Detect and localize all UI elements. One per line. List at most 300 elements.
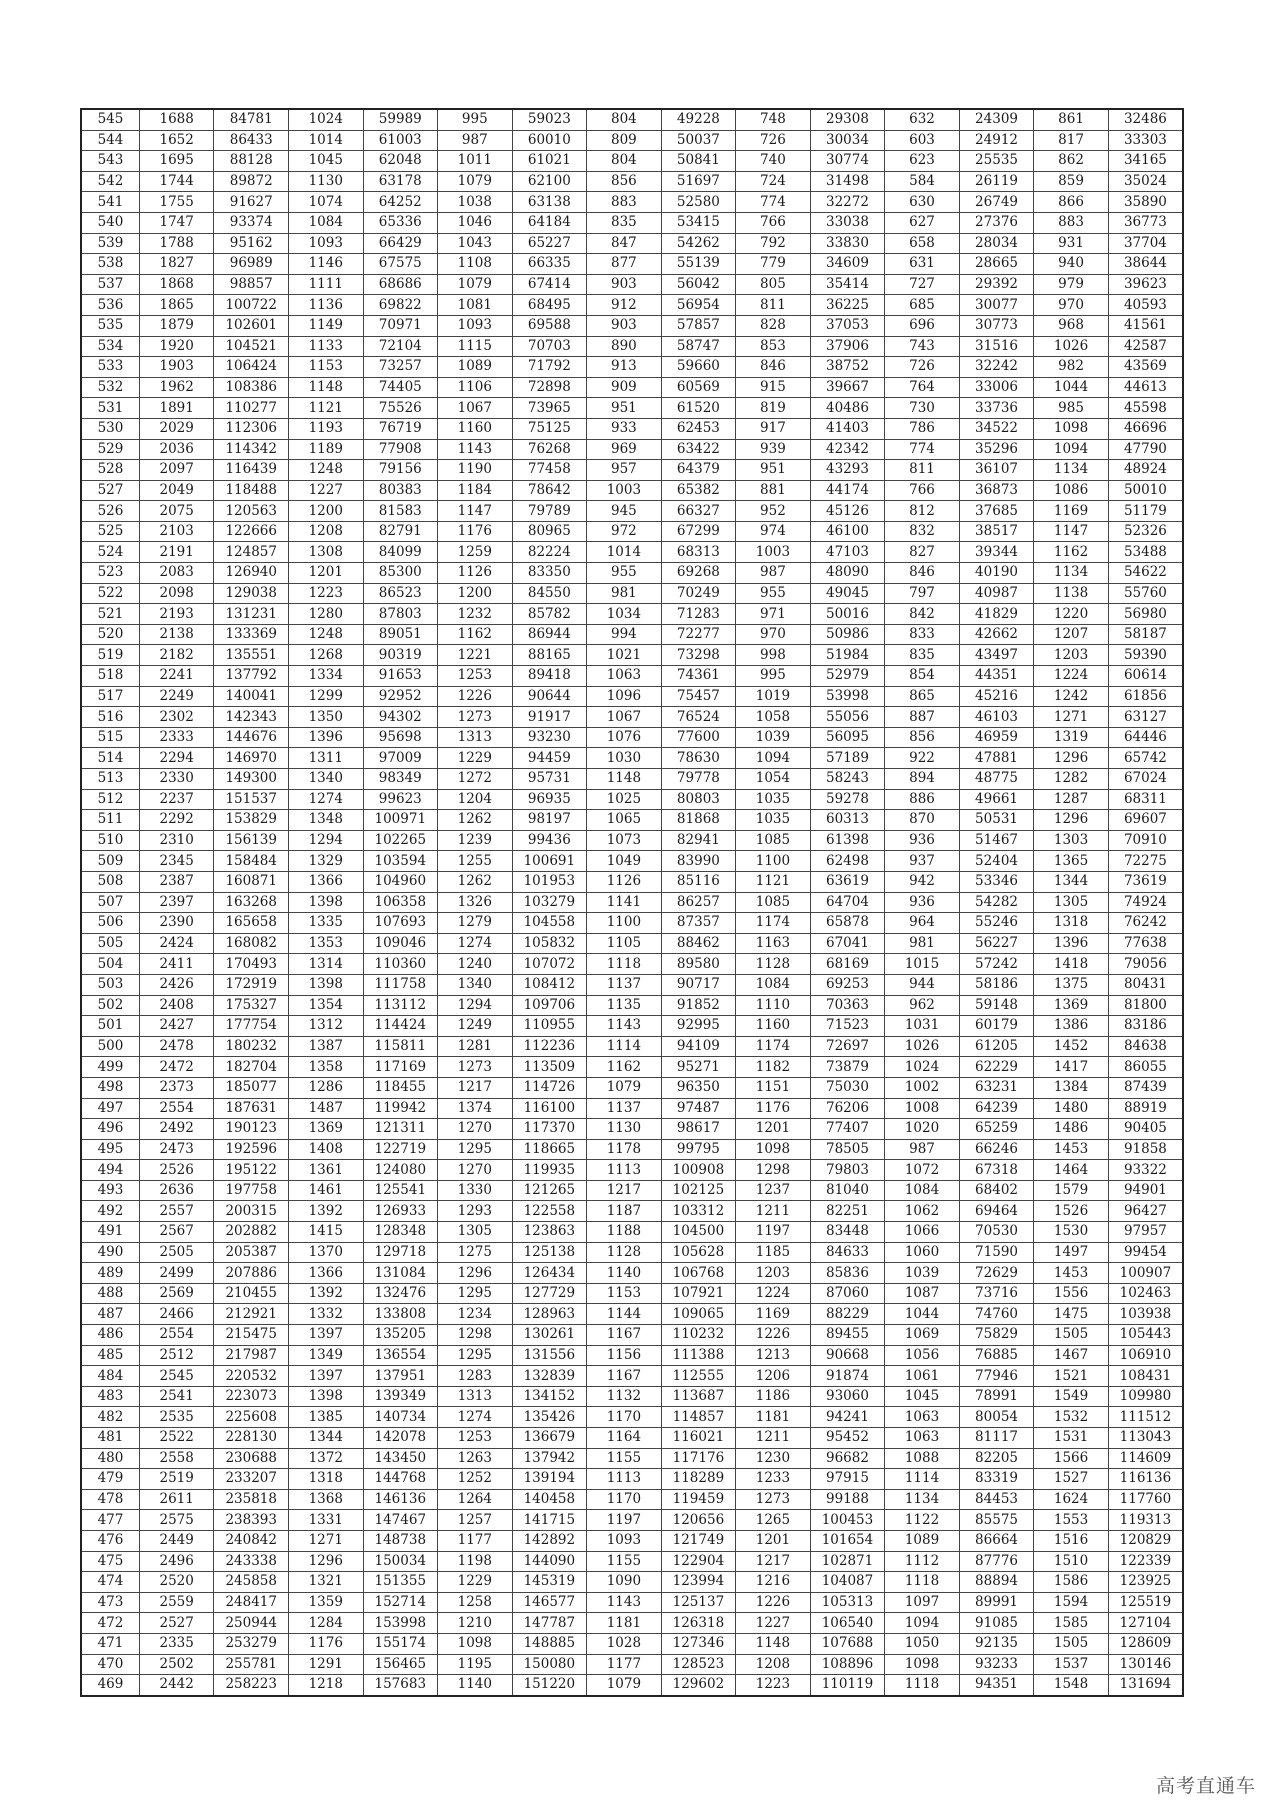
score-cell: 498 bbox=[81, 1077, 139, 1098]
table-cell: 1274 bbox=[288, 789, 363, 810]
table-row bbox=[81, 1407, 1183, 1428]
score-cell: 485 bbox=[81, 1345, 139, 1366]
table-cell: 1097 bbox=[885, 1592, 960, 1613]
table-cell: 73298 bbox=[661, 645, 736, 666]
table-cell: 126434 bbox=[512, 1263, 587, 1284]
table-cell: 33006 bbox=[959, 377, 1034, 398]
table-cell: 58186 bbox=[959, 974, 1034, 995]
table-cell: 46959 bbox=[959, 727, 1034, 748]
score-cell: 519 bbox=[81, 645, 139, 666]
table-cell: 1272 bbox=[438, 769, 513, 790]
table-cell: 77458 bbox=[512, 460, 587, 481]
table-cell: 75030 bbox=[810, 1077, 885, 1098]
table-cell: 137942 bbox=[512, 1448, 587, 1469]
table-row bbox=[81, 521, 1183, 542]
table-cell: 835 bbox=[885, 645, 960, 666]
table-cell: 200315 bbox=[214, 1201, 289, 1222]
table-cell: 111512 bbox=[1108, 1407, 1183, 1428]
table-cell: 37685 bbox=[959, 501, 1034, 522]
table-cell: 90668 bbox=[810, 1345, 885, 1366]
table-cell: 1487 bbox=[288, 1098, 363, 1119]
table-cell: 1148 bbox=[736, 1633, 811, 1654]
table-cell: 2098 bbox=[139, 583, 214, 604]
score-cell: 509 bbox=[81, 851, 139, 872]
table-cell: 1386 bbox=[1034, 1016, 1109, 1037]
table-cell: 35024 bbox=[1108, 171, 1183, 192]
table-cell: 861 bbox=[1034, 109, 1109, 130]
table-cell: 137792 bbox=[214, 666, 289, 687]
table-cell: 85116 bbox=[661, 871, 736, 892]
table-cell: 98857 bbox=[214, 274, 289, 295]
table-cell: 1206 bbox=[736, 1366, 811, 1387]
table-cell: 1239 bbox=[438, 830, 513, 851]
table-cell: 987 bbox=[736, 563, 811, 584]
table-cell: 144768 bbox=[363, 1469, 438, 1490]
table-cell: 1232 bbox=[438, 604, 513, 625]
table-cell: 127104 bbox=[1108, 1613, 1183, 1634]
table-cell: 67575 bbox=[363, 254, 438, 275]
table-cell: 1156 bbox=[587, 1345, 662, 1366]
table-cell: 1464 bbox=[1034, 1160, 1109, 1181]
table-cell: 1248 bbox=[288, 624, 363, 645]
table-cell: 1223 bbox=[736, 1675, 811, 1696]
score-cell: 503 bbox=[81, 974, 139, 995]
score-cell: 477 bbox=[81, 1510, 139, 1531]
table-cell: 2442 bbox=[139, 1675, 214, 1696]
table-row bbox=[81, 1530, 1183, 1551]
table-cell: 2411 bbox=[139, 954, 214, 975]
table-cell: 141715 bbox=[512, 1510, 587, 1531]
score-distribution-table bbox=[80, 108, 1184, 1697]
table-cell: 1397 bbox=[288, 1366, 363, 1387]
table-cell: 969 bbox=[587, 439, 662, 460]
table-cell: 111388 bbox=[661, 1345, 736, 1366]
table-cell: 61021 bbox=[512, 151, 587, 172]
table-cell: 142343 bbox=[214, 707, 289, 728]
table-cell: 72104 bbox=[363, 336, 438, 357]
table-row bbox=[81, 1386, 1183, 1407]
table-cell: 2522 bbox=[139, 1428, 214, 1449]
table-row bbox=[81, 1325, 1183, 1346]
table-cell: 1226 bbox=[736, 1592, 811, 1613]
table-cell: 1067 bbox=[438, 398, 513, 419]
table-cell: 53998 bbox=[810, 686, 885, 707]
table-cell: 623 bbox=[885, 151, 960, 172]
table-cell: 1100 bbox=[587, 913, 662, 934]
table-cell: 66335 bbox=[512, 254, 587, 275]
table-cell: 1350 bbox=[288, 707, 363, 728]
table-cell: 2575 bbox=[139, 1510, 214, 1531]
score-cell: 493 bbox=[81, 1180, 139, 1201]
table-cell: 939 bbox=[736, 439, 811, 460]
table-row bbox=[81, 1036, 1183, 1057]
table-row bbox=[81, 1654, 1183, 1675]
table-cell: 24912 bbox=[959, 130, 1034, 151]
table-cell: 1144 bbox=[587, 1304, 662, 1325]
table-cell: 71283 bbox=[661, 604, 736, 625]
table-cell: 1084 bbox=[885, 1180, 960, 1201]
table-cell: 2249 bbox=[139, 686, 214, 707]
table-cell: 41403 bbox=[810, 418, 885, 439]
table-cell: 1305 bbox=[1034, 892, 1109, 913]
table-row bbox=[81, 336, 1183, 357]
table-row bbox=[81, 851, 1183, 872]
table-cell: 77600 bbox=[661, 727, 736, 748]
table-cell: 1049 bbox=[587, 851, 662, 872]
table-cell: 1140 bbox=[438, 1675, 513, 1696]
table-cell: 83319 bbox=[959, 1469, 1034, 1490]
score-cell: 480 bbox=[81, 1448, 139, 1469]
table-cell: 945 bbox=[587, 501, 662, 522]
table-cell: 81800 bbox=[1108, 995, 1183, 1016]
table-cell: 1505 bbox=[1034, 1633, 1109, 1654]
table-cell: 75125 bbox=[512, 418, 587, 439]
table-cell: 45126 bbox=[810, 501, 885, 522]
table-cell: 113112 bbox=[363, 995, 438, 1016]
table-cell: 1094 bbox=[736, 748, 811, 769]
table-cell: 1167 bbox=[587, 1366, 662, 1387]
table-cell: 98349 bbox=[363, 769, 438, 790]
table-cell: 1226 bbox=[736, 1325, 811, 1346]
table-cell: 120656 bbox=[661, 1510, 736, 1531]
table-cell: 1788 bbox=[139, 233, 214, 254]
table-row bbox=[81, 1201, 1183, 1222]
table-cell: 94302 bbox=[363, 707, 438, 728]
table-cell: 93060 bbox=[810, 1386, 885, 1407]
table-cell: 59148 bbox=[959, 995, 1034, 1016]
table-cell: 1624 bbox=[1034, 1489, 1109, 1510]
table-cell: 2554 bbox=[139, 1325, 214, 1346]
table-cell: 85836 bbox=[810, 1263, 885, 1284]
table-cell: 70910 bbox=[1108, 830, 1183, 851]
table-cell: 118289 bbox=[661, 1469, 736, 1490]
table-cell: 32486 bbox=[1108, 109, 1183, 130]
table-cell: 33303 bbox=[1108, 130, 1183, 151]
table-cell: 99623 bbox=[363, 789, 438, 810]
table-cell: 84099 bbox=[363, 542, 438, 563]
table-cell: 1170 bbox=[587, 1407, 662, 1428]
table-cell: 1366 bbox=[288, 1263, 363, 1284]
table-cell: 786 bbox=[885, 418, 960, 439]
table-row bbox=[81, 315, 1183, 336]
table-cell: 1354 bbox=[288, 995, 363, 1016]
table-cell: 49661 bbox=[959, 789, 1034, 810]
table-cell: 1220 bbox=[1034, 604, 1109, 625]
table-row bbox=[81, 1119, 1183, 1140]
table-cell: 1169 bbox=[1034, 501, 1109, 522]
table-cell: 1418 bbox=[1034, 954, 1109, 975]
table-cell: 1868 bbox=[139, 274, 214, 295]
table-cell: 1170 bbox=[587, 1489, 662, 1510]
table-cell: 974 bbox=[736, 521, 811, 542]
table-cell: 197758 bbox=[214, 1180, 289, 1201]
table-cell: 1081 bbox=[438, 295, 513, 316]
table-cell: 71523 bbox=[810, 1016, 885, 1037]
table-cell: 117176 bbox=[661, 1448, 736, 1469]
table-cell: 987 bbox=[885, 1139, 960, 1160]
table-cell: 220532 bbox=[214, 1366, 289, 1387]
table-cell: 76268 bbox=[512, 439, 587, 460]
table-cell: 60614 bbox=[1108, 666, 1183, 687]
table-cell: 122339 bbox=[1108, 1551, 1183, 1572]
table-cell: 1072 bbox=[885, 1160, 960, 1181]
table-cell: 114609 bbox=[1108, 1448, 1183, 1469]
table-cell: 38517 bbox=[959, 521, 1034, 542]
table-row bbox=[81, 769, 1183, 790]
table-cell: 64379 bbox=[661, 460, 736, 481]
table-cell: 1100 bbox=[736, 851, 811, 872]
score-cell: 516 bbox=[81, 707, 139, 728]
table-cell: 62048 bbox=[363, 151, 438, 172]
table-cell: 1453 bbox=[1034, 1139, 1109, 1160]
table-cell: 1024 bbox=[288, 109, 363, 130]
table-cell: 65336 bbox=[363, 212, 438, 233]
score-cell: 471 bbox=[81, 1633, 139, 1654]
table-cell: 1312 bbox=[288, 1016, 363, 1037]
table-cell: 156139 bbox=[214, 830, 289, 851]
table-cell: 57857 bbox=[661, 315, 736, 336]
table-cell: 26749 bbox=[959, 192, 1034, 213]
table-cell: 82791 bbox=[363, 521, 438, 542]
score-cell: 533 bbox=[81, 357, 139, 378]
table-cell: 47103 bbox=[810, 542, 885, 563]
score-cell: 521 bbox=[81, 604, 139, 625]
table-cell: 78630 bbox=[661, 748, 736, 769]
table-cell: 78642 bbox=[512, 480, 587, 501]
table-cell: 835 bbox=[587, 212, 662, 233]
table-cell: 53346 bbox=[959, 871, 1034, 892]
table-cell: 55760 bbox=[1108, 583, 1183, 604]
table-cell: 77407 bbox=[810, 1119, 885, 1140]
score-cell: 495 bbox=[81, 1139, 139, 1160]
table-row bbox=[81, 130, 1183, 151]
table-cell: 140734 bbox=[363, 1407, 438, 1428]
table-cell: 177754 bbox=[214, 1016, 289, 1037]
table-cell: 104087 bbox=[810, 1572, 885, 1593]
table-cell: 1098 bbox=[885, 1654, 960, 1675]
score-cell: 520 bbox=[81, 624, 139, 645]
table-cell: 79803 bbox=[810, 1160, 885, 1181]
table-cell: 100453 bbox=[810, 1510, 885, 1531]
table-cell: 103938 bbox=[1108, 1304, 1183, 1325]
table-cell: 862 bbox=[1034, 151, 1109, 172]
table-cell: 1340 bbox=[438, 974, 513, 995]
table-cell: 60569 bbox=[661, 377, 736, 398]
table-cell: 65259 bbox=[959, 1119, 1034, 1140]
score-cell: 534 bbox=[81, 336, 139, 357]
table-cell: 811 bbox=[736, 295, 811, 316]
table-cell: 940 bbox=[1034, 254, 1109, 275]
table-cell: 49228 bbox=[661, 109, 736, 130]
table-cell: 998 bbox=[736, 645, 811, 666]
table-cell: 202882 bbox=[214, 1222, 289, 1243]
table-row bbox=[81, 1222, 1183, 1243]
table-cell: 1305 bbox=[438, 1222, 513, 1243]
table-cell: 1532 bbox=[1034, 1407, 1109, 1428]
table-cell: 1359 bbox=[288, 1592, 363, 1613]
table-cell: 42587 bbox=[1108, 336, 1183, 357]
table-cell: 128348 bbox=[363, 1222, 438, 1243]
table-cell: 77908 bbox=[363, 439, 438, 460]
table-cell: 1031 bbox=[885, 1016, 960, 1037]
table-cell: 75457 bbox=[661, 686, 736, 707]
table-cell: 84638 bbox=[1108, 1036, 1183, 1057]
table-cell: 88894 bbox=[959, 1572, 1034, 1593]
score-cell: 482 bbox=[81, 1407, 139, 1428]
table-cell: 68313 bbox=[661, 542, 736, 563]
table-cell: 127729 bbox=[512, 1283, 587, 1304]
table-cell: 1054 bbox=[736, 769, 811, 790]
table-cell: 1298 bbox=[736, 1160, 811, 1181]
table-cell: 1197 bbox=[587, 1510, 662, 1531]
table-cell: 995 bbox=[736, 666, 811, 687]
table-cell: 1398 bbox=[288, 1386, 363, 1407]
table-cell: 145319 bbox=[512, 1572, 587, 1593]
table-cell: 57242 bbox=[959, 954, 1034, 975]
table-cell: 92135 bbox=[959, 1633, 1034, 1654]
table-cell: 96935 bbox=[512, 789, 587, 810]
table-cell: 1134 bbox=[1034, 460, 1109, 481]
table-cell: 73619 bbox=[1108, 871, 1183, 892]
table-cell: 82205 bbox=[959, 1448, 1034, 1469]
table-cell: 1121 bbox=[288, 398, 363, 419]
table-cell: 73879 bbox=[810, 1057, 885, 1078]
table-cell: 84550 bbox=[512, 583, 587, 604]
table-cell: 792 bbox=[736, 233, 811, 254]
table-row bbox=[81, 1077, 1183, 1098]
table-cell: 1216 bbox=[736, 1572, 811, 1593]
table-cell: 66429 bbox=[363, 233, 438, 254]
table-cell: 215475 bbox=[214, 1325, 289, 1346]
table-cell: 2333 bbox=[139, 727, 214, 748]
score-cell: 545 bbox=[81, 109, 139, 130]
table-cell: 62498 bbox=[810, 851, 885, 872]
score-cell: 515 bbox=[81, 727, 139, 748]
table-cell: 912 bbox=[587, 295, 662, 316]
table-cell: 1296 bbox=[1034, 810, 1109, 831]
table-cell: 157683 bbox=[363, 1675, 438, 1696]
table-cell: 58747 bbox=[661, 336, 736, 357]
table-cell: 97915 bbox=[810, 1469, 885, 1490]
table-cell: 2193 bbox=[139, 604, 214, 625]
table-cell: 1408 bbox=[288, 1139, 363, 1160]
table-cell: 134152 bbox=[512, 1386, 587, 1407]
table-cell: 66327 bbox=[661, 501, 736, 522]
table-row bbox=[81, 871, 1183, 892]
table-cell: 631 bbox=[885, 254, 960, 275]
table-cell: 1098 bbox=[438, 1633, 513, 1654]
table-cell: 1879 bbox=[139, 315, 214, 336]
table-cell: 811 bbox=[885, 460, 960, 481]
table-cell: 1184 bbox=[438, 480, 513, 501]
table-cell: 62453 bbox=[661, 418, 736, 439]
table-row bbox=[81, 1016, 1183, 1037]
table-cell: 55246 bbox=[959, 913, 1034, 934]
table-cell: 72898 bbox=[512, 377, 587, 398]
table-cell: 48775 bbox=[959, 769, 1034, 790]
table-cell: 69464 bbox=[959, 1201, 1034, 1222]
table-cell: 88462 bbox=[661, 933, 736, 954]
table-cell: 1014 bbox=[587, 542, 662, 563]
score-cell: 540 bbox=[81, 212, 139, 233]
table-cell: 76885 bbox=[959, 1345, 1034, 1366]
table-cell: 155174 bbox=[363, 1633, 438, 1654]
table-cell: 69588 bbox=[512, 315, 587, 336]
table-cell: 1217 bbox=[438, 1077, 513, 1098]
score-cell: 524 bbox=[81, 542, 139, 563]
table-cell: 1164 bbox=[587, 1428, 662, 1449]
table-cell: 30774 bbox=[810, 151, 885, 172]
table-cell: 110119 bbox=[810, 1675, 885, 1696]
table-cell: 970 bbox=[1034, 295, 1109, 316]
table-cell: 25535 bbox=[959, 151, 1034, 172]
table-cell: 797 bbox=[885, 583, 960, 604]
table-cell: 69822 bbox=[363, 295, 438, 316]
table-row bbox=[81, 913, 1183, 934]
table-row bbox=[81, 171, 1183, 192]
score-cell: 525 bbox=[81, 521, 139, 542]
table-cell: 982 bbox=[1034, 357, 1109, 378]
table-cell: 1034 bbox=[587, 604, 662, 625]
table-cell: 45216 bbox=[959, 686, 1034, 707]
table-cell: 31516 bbox=[959, 336, 1034, 357]
table-cell: 1008 bbox=[885, 1098, 960, 1119]
table-cell: 151537 bbox=[214, 789, 289, 810]
table-cell: 187631 bbox=[214, 1098, 289, 1119]
table-cell: 70703 bbox=[512, 336, 587, 357]
table-row bbox=[81, 460, 1183, 481]
table-cell: 108896 bbox=[810, 1654, 885, 1675]
table-cell: 82224 bbox=[512, 542, 587, 563]
table-cell: 121311 bbox=[363, 1119, 438, 1140]
table-cell: 47790 bbox=[1108, 439, 1183, 460]
table-cell: 63619 bbox=[810, 871, 885, 892]
table-cell: 217987 bbox=[214, 1345, 289, 1366]
table-cell: 113043 bbox=[1108, 1428, 1183, 1449]
table-cell: 1396 bbox=[288, 727, 363, 748]
table-cell: 42342 bbox=[810, 439, 885, 460]
table-cell: 1148 bbox=[288, 377, 363, 398]
table-cell: 1293 bbox=[438, 1201, 513, 1222]
table-cell: 2472 bbox=[139, 1057, 214, 1078]
table-cell: 26119 bbox=[959, 171, 1034, 192]
table-cell: 51179 bbox=[1108, 501, 1183, 522]
table-cell: 951 bbox=[587, 398, 662, 419]
table-cell: 225608 bbox=[214, 1407, 289, 1428]
table-cell: 108412 bbox=[512, 974, 587, 995]
table-cell: 968 bbox=[1034, 315, 1109, 336]
table-cell: 88229 bbox=[810, 1304, 885, 1325]
table-cell: 156465 bbox=[363, 1654, 438, 1675]
table-cell: 1079 bbox=[438, 274, 513, 295]
table-cell: 192596 bbox=[214, 1139, 289, 1160]
table-cell: 1497 bbox=[1034, 1242, 1109, 1263]
table-cell: 944 bbox=[885, 974, 960, 995]
table-cell: 245858 bbox=[214, 1572, 289, 1593]
table-cell: 103279 bbox=[512, 892, 587, 913]
table-cell: 129718 bbox=[363, 1242, 438, 1263]
table-row bbox=[81, 254, 1183, 275]
table-cell: 1151 bbox=[736, 1077, 811, 1098]
table-cell: 58243 bbox=[810, 769, 885, 790]
table-cell: 2427 bbox=[139, 1016, 214, 1037]
table-cell: 72277 bbox=[661, 624, 736, 645]
table-cell: 1203 bbox=[736, 1263, 811, 1284]
table-cell: 1187 bbox=[587, 1201, 662, 1222]
table-cell: 987 bbox=[438, 130, 513, 151]
table-cell: 1259 bbox=[438, 542, 513, 563]
table-cell: 1028 bbox=[587, 1633, 662, 1654]
